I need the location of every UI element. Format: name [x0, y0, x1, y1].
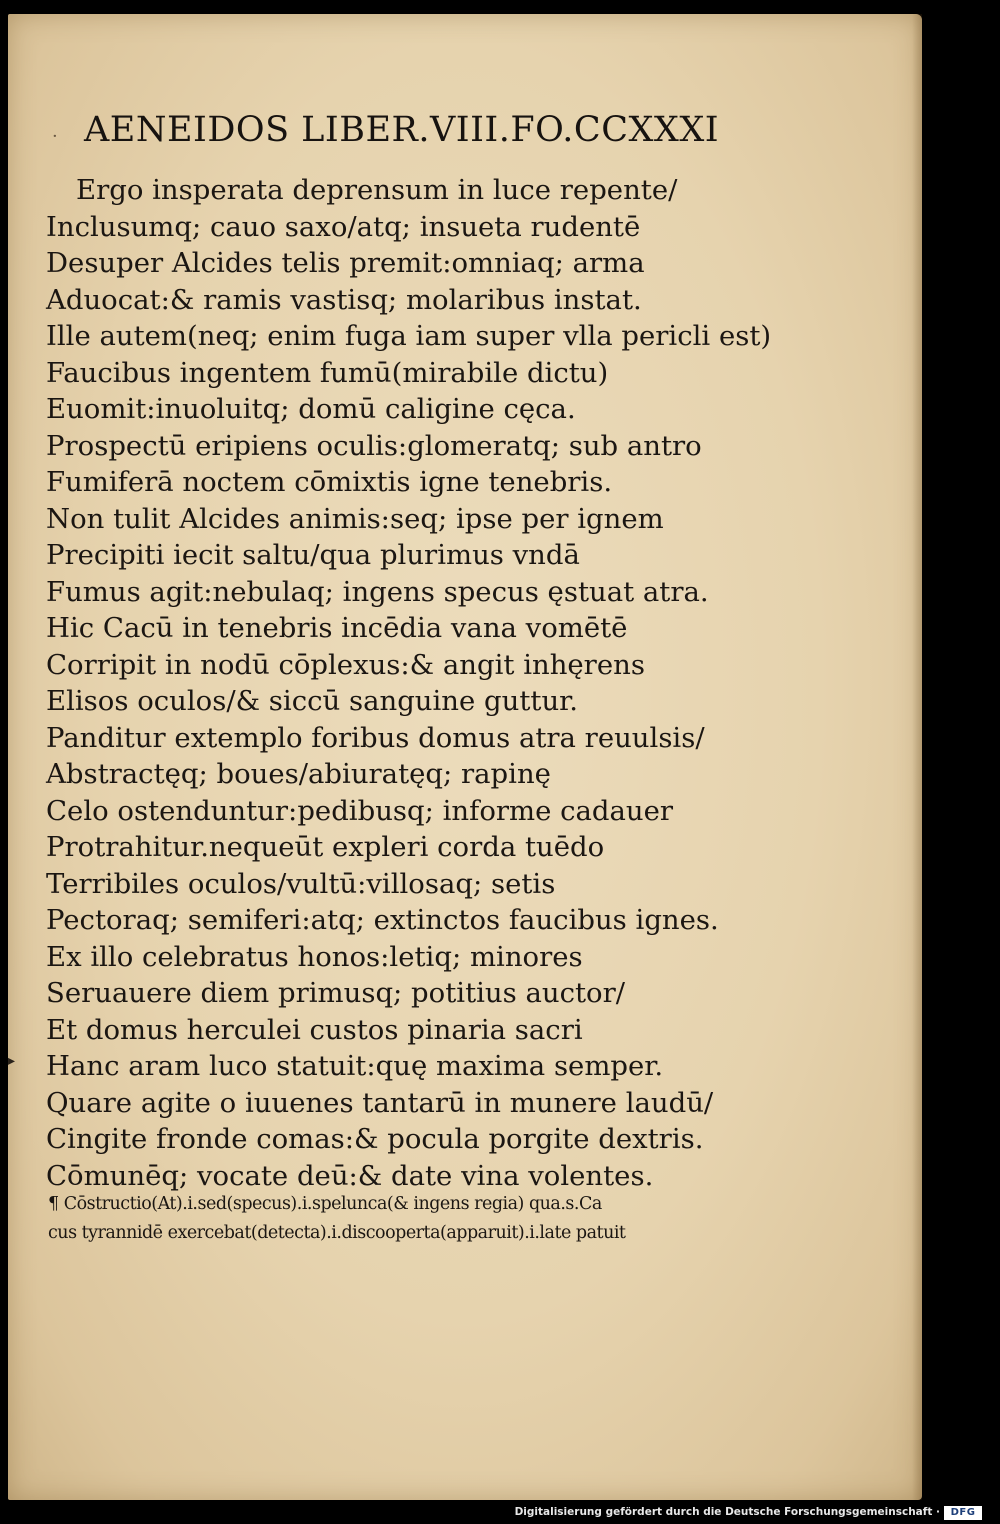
verse-line: Terribiles oculos/vultū:villosaq; setis	[46, 867, 556, 900]
verse-line: Ergo insperata deprensum in luce repente/	[76, 174, 678, 206]
verse-line: Ex illo celebratus honos:letiq; minores	[46, 940, 583, 973]
verse-block	[46, 172, 772, 1194]
verse-line: Ille autem(neq; enim fuga iam super vlla pericli est)	[46, 320, 772, 352]
margin-mark: ·	[52, 126, 58, 147]
verse-line: Corripit in nodū cōplexus:& angit inhęrens	[46, 648, 645, 681]
verse-line: Desuper Alcides telis premit:omniaq; arma	[46, 247, 645, 279]
book-page	[8, 14, 922, 1500]
verse-line: Elisos oculos/& siccū sanguine guttur.	[46, 685, 579, 717]
verse-line: Et domus herculei custos pinaria sacri	[46, 1013, 583, 1046]
verse-line: Cingite fronde comas:& pocula porgite dextris.	[46, 1123, 704, 1155]
margin-marker: ▸	[8, 1053, 16, 1069]
verse-line: Panditur extemplo foribus domus atra reuulsis/	[46, 721, 705, 754]
verse-line: Hic Cacū in tenebris incēdia vana vomētē	[46, 612, 628, 644]
verse-line: Protrahitur.nequeūt expleri corda tuēdo	[46, 831, 605, 863]
page-header: AENEIDOS LIBER.VIII.FO.CCXXXI	[84, 110, 720, 150]
verse-line: Pectoraq; semiferi:atq; extinctos faucibus ignes.	[46, 904, 719, 936]
verse-line: Abstractęq; boues/abiuratęq; rapinę	[46, 758, 551, 790]
verse-line: Non tulit Alcides animis:seq; ipse per ignem	[46, 502, 664, 535]
verse-line: Fumiferā noctem cōmixtis igne tenebris.	[46, 466, 613, 498]
verse-line: Prospectū eripiens oculis:glomeratq; sub antro	[46, 429, 702, 462]
verse-line: Euomit:inuoluitq; domū caligine cęca.	[46, 393, 576, 425]
verse-line: Seruauere diem primusq; potitius auctor/	[46, 977, 626, 1009]
verse-line: Faucibus ingentem fumū(mirabile dictu)	[46, 356, 609, 389]
verse-line: Aduocat:& ramis vastisq; molaribus instat.	[46, 283, 642, 316]
verse-line: Cōmunēq; vocate deū:& date vina volentes.	[46, 1159, 654, 1192]
verse-line: Celo ostenduntur:pedibusq; informe cadauer	[46, 794, 674, 827]
verse-line: Hanc aram luco statuit:quę maxima semper.	[46, 1050, 664, 1082]
verse-line: Inclusumq; cauo saxo/atq; insueta rudentē	[46, 210, 641, 243]
digitization-credit: Digitalisierung gefördert durch die Deutsche Forschungsgemeinschaft ·	[514, 1506, 940, 1518]
verse-line: Fumus agit:nebulaq; ingens specus ęstuat atra.	[46, 575, 709, 608]
dfg-logo: DFG	[944, 1506, 982, 1520]
commentary-block	[48, 1190, 748, 1248]
verse-line: Quare agite o iuuenes tantarū in munere laudū/	[46, 1086, 714, 1119]
commentary-line: ¶ Cōstructio(At).i.sed(specus).i.spelunca(& ingens regia) qua.s.Ca	[48, 1194, 602, 1214]
verse-line: Precipiti iecit saltu/qua plurimus vndā	[46, 539, 580, 571]
commentary-line: cus tyrannidē exercebat(detecta).i.discooperta(apparuit).i.late patuit	[48, 1223, 626, 1243]
